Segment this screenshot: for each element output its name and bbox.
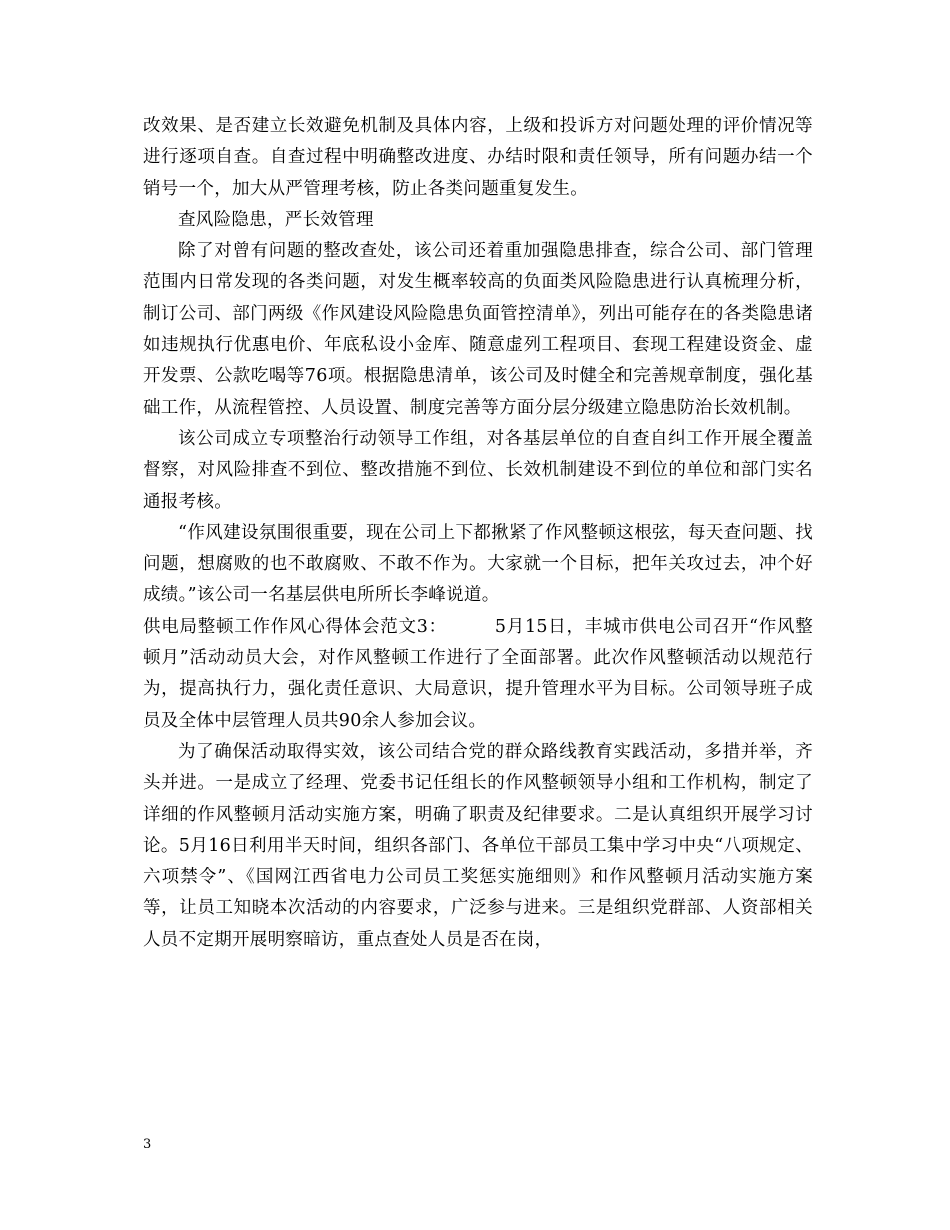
paragraph-measures: 为了确保活动取得实效，该公司结合党的群众路线教育实践活动，多措并举，齐头并进。一是成立了经理、党委书记任组长的作风整顿领导小组和工作机构，制定了详细的作风整顿月活动实施方案，明确了职责及纪律要求。二是认真组织开展学习讨论。5月16日利用半天时间，组织各部门、各单位干部员工集中学习中央“八项规定、六项禁令”、《国网江西省电力公司员工奖惩实施细则》和作风整顿月活动实施方案等，让员工知晓本次活动的内容要求，广泛参与进来。三是组织党群部、人资部相关人员不定期开展明察暗访，重点查处人员是否在岗， bbox=[143, 741, 813, 950]
paragraph-quote: “作风建设氛围很重要，现在公司上下都揪紧了作风整顿这根弦，每天查问题、找问题，想腐败的也不敢腐败、不敢不作为。大家就一个目标，把年关攻过去，冲个好成绩。”该公司一名基层供电所所长李峰说道。 bbox=[143, 522, 813, 606]
paragraph-mobilization: 5月15日，丰城市供电公司召开“作风整顿月”活动动员大会，对作风整顿工作进行了全面部署。此次作风整顿活动以规范行为，提高执行力，强化责任意识、大局意识，提升管理水平为目标。公司领导班子成员及全体中层管理人员共90余人参加会议。 bbox=[143, 616, 813, 731]
paragraph-risk-check: 除了对曾有问题的整改查处，该公司还着重加强隐患排查，综合公司、部门管理范围内日常发现的各类问题，对发生概率较高的负面类风险隐患进行认真梳理分析，制订公司、部门两级《作风建设风险隐患负面管控清单》，列出可能存在的各类隐患诸如违规执行优惠电价、年底私设小金库、随意虚列工程项目、套现工程建设资金、虚开发票、公款吃喝等76项。根据隐患清单，该公司及时健全和完善规章制度，强化基础工作，从流程管控、人员设置、制度完善等方面分层分级建立隐患防治长效机制。 bbox=[143, 241, 813, 418]
section-3-intro bbox=[143, 612, 813, 737]
page-number: 3 bbox=[143, 1137, 152, 1152]
section-title: 供电局整顿工作作风心得体会范文3： bbox=[143, 616, 447, 637]
paragraph-continuation: 改效果、是否建立长效避免机制及具体内容，上级和投诉方对问题处理的评价情况等进行逐项自查。自查过程中明确整改进度、办结时限和责任领导，所有问题办结一个销号一个，加大从严管理考核，防止各类问题重复发生。 bbox=[143, 116, 813, 199]
document-body bbox=[143, 111, 813, 956]
paragraph-working-group: 该公司成立专项整治行动领导工作组，对各基层单位的自查自纠工作开展全覆盖督察，对风险排查不到位、整改措施不到位、长效机制建设不到位的单位和部门实名通报考核。 bbox=[143, 428, 813, 512]
subheading: 查风险隐患，严长效管理 bbox=[178, 209, 374, 230]
